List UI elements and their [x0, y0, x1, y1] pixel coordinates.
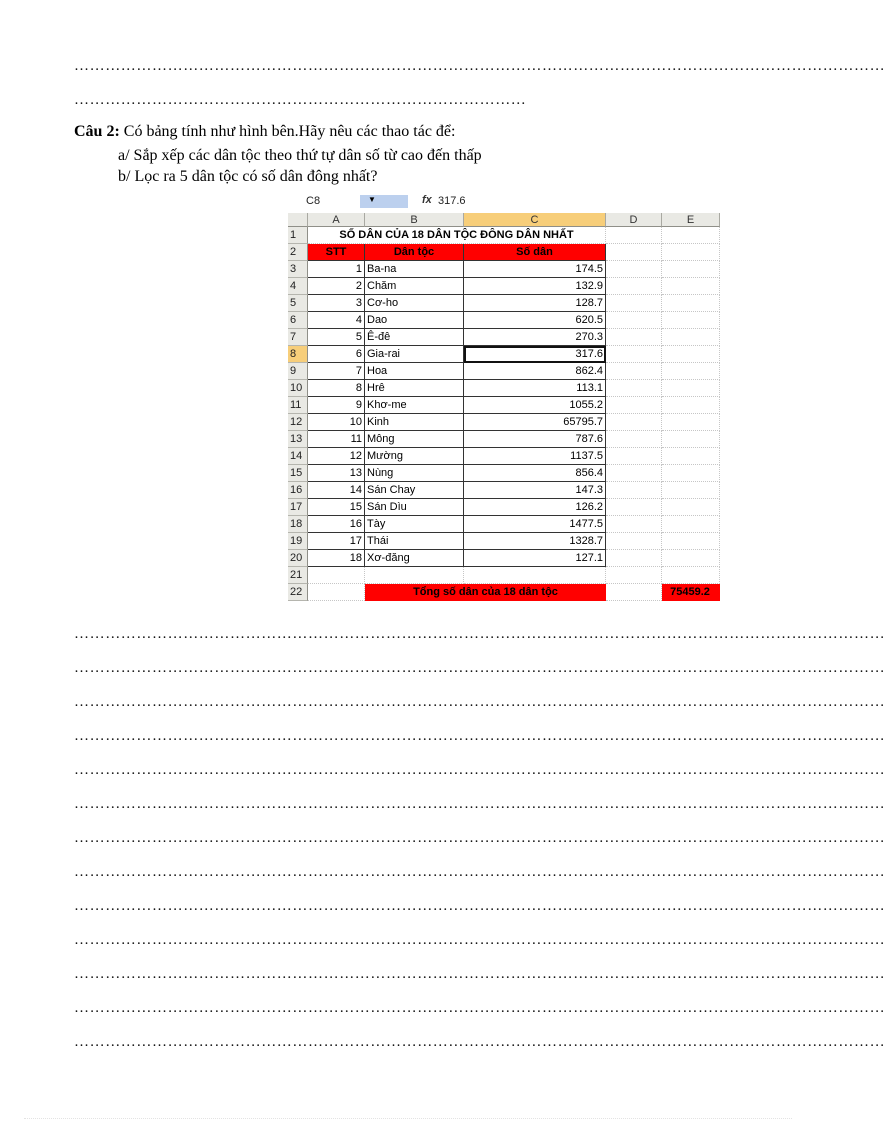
cell-d1[interactable]	[606, 227, 662, 244]
stt-cell[interactable]: 6	[308, 346, 365, 363]
empty-cell[interactable]	[606, 499, 662, 516]
name-box-dropdown[interactable]	[360, 195, 408, 208]
answer-line: …………………………………………………………………………………………………………………………………………	[74, 762, 885, 778]
header-stt-cell[interactable]: STT	[308, 244, 365, 261]
empty-cell[interactable]	[606, 295, 662, 312]
empty-cell[interactable]	[308, 567, 365, 584]
row-header-14[interactable]: 14	[288, 448, 308, 465]
empty-cell[interactable]	[662, 414, 720, 431]
answer-line: …………………………………………………………………………………………………………………………………………	[74, 58, 885, 74]
row-header-1[interactable]: 1	[288, 227, 308, 244]
column-header-e[interactable]: E	[662, 213, 720, 227]
ethnic-name-cell[interactable]: Hoa	[365, 363, 464, 380]
empty-cell[interactable]	[662, 482, 720, 499]
population-cell[interactable]: 127.1	[464, 550, 606, 567]
row-header-19[interactable]: 19	[288, 533, 308, 550]
ethnic-name-cell[interactable]: Khơ-me	[365, 397, 464, 414]
ethnic-name-cell[interactable]: Chăm	[365, 278, 464, 295]
stt-cell[interactable]: 5	[308, 329, 365, 346]
empty-cell[interactable]	[606, 278, 662, 295]
stt-cell[interactable]: 18	[308, 550, 365, 567]
question-label: Câu 2:	[74, 123, 120, 140]
empty-cell[interactable]	[662, 261, 720, 278]
population-cell[interactable]: 317.6	[464, 346, 606, 363]
page-edge-dots	[24, 1118, 792, 1119]
row-header-16[interactable]: 16	[288, 482, 308, 499]
ethnic-name-cell[interactable]: Mông	[365, 431, 464, 448]
population-cell[interactable]: 620.5	[464, 312, 606, 329]
ethnic-name-cell[interactable]: Tày	[365, 516, 464, 533]
column-header-c[interactable]: C	[464, 213, 606, 227]
stt-cell[interactable]: 10	[308, 414, 365, 431]
answer-line: …………………………………………………………………………………………………………………………………………	[74, 660, 885, 676]
row-header-6[interactable]: 6	[288, 312, 308, 329]
row-header-15[interactable]: 15	[288, 465, 308, 482]
ethnic-name-cell[interactable]: Thái	[365, 533, 464, 550]
empty-cell[interactable]	[606, 363, 662, 380]
empty-cell[interactable]	[365, 567, 464, 584]
empty-cell[interactable]	[606, 346, 662, 363]
row-header-22[interactable]: 22	[288, 584, 308, 601]
empty-cell[interactable]	[662, 516, 720, 533]
population-cell[interactable]: 128.7	[464, 295, 606, 312]
stt-cell[interactable]: 3	[308, 295, 365, 312]
ethnic-name-cell[interactable]: Ê-đê	[365, 329, 464, 346]
stt-cell[interactable]: 2	[308, 278, 365, 295]
question-line	[74, 122, 455, 142]
row-header-18[interactable]: 18	[288, 516, 308, 533]
row-header-3[interactable]: 3	[288, 261, 308, 278]
formula-value[interactable]: 317.6	[438, 195, 466, 207]
answer-line: …………………………………………………………………………………………………………………………………………	[74, 966, 885, 982]
cell-d2[interactable]	[606, 244, 662, 261]
empty-cell[interactable]	[662, 295, 720, 312]
row-header-12[interactable]: 12	[288, 414, 308, 431]
empty-cell[interactable]	[606, 414, 662, 431]
empty-cell[interactable]	[662, 499, 720, 516]
population-cell[interactable]: 126.2	[464, 499, 606, 516]
empty-cell[interactable]	[606, 550, 662, 567]
answer-line: ……………………………………………………………………………	[74, 92, 527, 108]
empty-cell[interactable]	[606, 567, 662, 584]
empty-cell[interactable]	[606, 431, 662, 448]
dropdown-arrow-icon: ▼	[368, 195, 376, 204]
ethnic-name-cell[interactable]: Mường	[365, 448, 464, 465]
answer-line: …………………………………………………………………………………………………………………………………………	[74, 1034, 885, 1050]
row-header-21[interactable]: 21	[288, 567, 308, 584]
fx-icon[interactable]: fx	[422, 194, 432, 206]
population-cell[interactable]: 147.3	[464, 482, 606, 499]
population-cell[interactable]: 132.9	[464, 278, 606, 295]
answer-line: …………………………………………………………………………………………………………………………………………	[74, 932, 885, 948]
empty-cell[interactable]	[662, 431, 720, 448]
empty-cell[interactable]	[464, 567, 606, 584]
stt-cell[interactable]: 16	[308, 516, 365, 533]
ethnic-name-cell[interactable]: Gia-rai	[365, 346, 464, 363]
empty-cell[interactable]	[662, 380, 720, 397]
answer-line: …………………………………………………………………………………………………………………………………………	[74, 830, 885, 846]
empty-cell[interactable]	[606, 380, 662, 397]
answer-line: …………………………………………………………………………………………………………………………………………	[74, 864, 885, 880]
empty-cell[interactable]	[662, 329, 720, 346]
column-header-b[interactable]: B	[365, 213, 464, 227]
ethnic-name-cell[interactable]: Hrê	[365, 380, 464, 397]
stt-cell[interactable]: 4	[308, 312, 365, 329]
empty-cell[interactable]	[606, 312, 662, 329]
question-text: Có bảng tính như hình bên.Hãy nêu các thao tác để:	[119, 123, 456, 140]
empty-cell[interactable]	[606, 584, 662, 601]
cell-e2[interactable]	[662, 244, 720, 261]
cell-e1[interactable]	[662, 227, 720, 244]
empty-cell[interactable]	[606, 465, 662, 482]
population-cell[interactable]: 1328.7	[464, 533, 606, 550]
column-header-d[interactable]: D	[606, 213, 662, 227]
stt-cell[interactable]: 13	[308, 465, 365, 482]
answer-line: …………………………………………………………………………………………………………………………………………	[74, 796, 885, 812]
population-cell[interactable]: 174.5	[464, 261, 606, 278]
population-cell[interactable]: 1055.2	[464, 397, 606, 414]
header-sodan-cell[interactable]: Số dân	[464, 244, 606, 261]
sub-question-a: a/ Sắp xếp các dân tộc theo thứ tự dân số từ cao đến thấp	[118, 147, 482, 164]
answer-line: …………………………………………………………………………………………………………………………………………	[74, 626, 885, 642]
sub-question-b: b/ Lọc ra 5 dân tộc có số dân đông nhất?	[118, 168, 378, 185]
row-header-9[interactable]: 9	[288, 363, 308, 380]
stt-cell[interactable]: 7	[308, 363, 365, 380]
total-label-cell[interactable]: Tổng số dân của 18 dân tộc	[365, 584, 606, 601]
population-cell[interactable]: 787.6	[464, 431, 606, 448]
empty-cell[interactable]	[662, 346, 720, 363]
header-dantoc-cell[interactable]: Dân tộc	[365, 244, 464, 261]
stt-cell[interactable]: 11	[308, 431, 365, 448]
empty-cell[interactable]	[662, 448, 720, 465]
empty-cell[interactable]	[662, 567, 720, 584]
empty-cell[interactable]	[606, 329, 662, 346]
ethnic-name-cell[interactable]: Nùng	[365, 465, 464, 482]
population-cell[interactable]: 65795.7	[464, 414, 606, 431]
ethnic-name-cell[interactable]: Kinh	[365, 414, 464, 431]
empty-cell[interactable]	[662, 465, 720, 482]
population-cell[interactable]: 113.1	[464, 380, 606, 397]
ethnic-name-cell[interactable]: Dao	[365, 312, 464, 329]
stt-cell[interactable]: 8	[308, 380, 365, 397]
total-value-cell[interactable]: 75459.2	[662, 584, 720, 601]
empty-cell[interactable]	[606, 261, 662, 278]
stt-cell[interactable]: 12	[308, 448, 365, 465]
population-cell[interactable]: 270.3	[464, 329, 606, 346]
empty-cell[interactable]	[606, 516, 662, 533]
name-box[interactable]: C8	[306, 195, 321, 207]
empty-cell[interactable]	[662, 312, 720, 329]
empty-cell[interactable]	[606, 397, 662, 414]
ethnic-name-cell[interactable]: Xơ-đăng	[365, 550, 464, 567]
population-cell[interactable]: 862.4	[464, 363, 606, 380]
column-header-a[interactable]: A	[308, 213, 365, 227]
population-cell[interactable]: 1477.5	[464, 516, 606, 533]
stt-cell[interactable]: 14	[308, 482, 365, 499]
empty-cell[interactable]	[662, 278, 720, 295]
row-header-7[interactable]: 7	[288, 329, 308, 346]
row-header-10[interactable]: 10	[288, 380, 308, 397]
empty-cell[interactable]	[606, 482, 662, 499]
empty-cell[interactable]	[606, 533, 662, 550]
answer-line: …………………………………………………………………………………………………………………………………………	[74, 728, 885, 744]
empty-cell[interactable]	[662, 363, 720, 380]
ethnic-name-cell[interactable]: Cơ-ho	[365, 295, 464, 312]
empty-cell[interactable]	[662, 397, 720, 414]
stt-cell[interactable]: 1	[308, 261, 365, 278]
row-header-2[interactable]: 2	[288, 244, 308, 261]
empty-cell[interactable]	[662, 533, 720, 550]
row-header-13[interactable]: 13	[288, 431, 308, 448]
answer-line: …………………………………………………………………………………………………………………………………………	[74, 1000, 885, 1016]
row-header-11[interactable]: 11	[288, 397, 308, 414]
row-header-8[interactable]: 8	[288, 346, 308, 363]
row-header-20[interactable]: 20	[288, 550, 308, 567]
spreadsheet	[288, 193, 720, 609]
empty-cell[interactable]	[308, 584, 365, 601]
ethnic-name-cell[interactable]: Sán Chay	[365, 482, 464, 499]
empty-cell[interactable]	[662, 550, 720, 567]
ethnic-name-cell[interactable]: Ba-na	[365, 261, 464, 278]
ethnic-name-cell[interactable]: Sán Dìu	[365, 499, 464, 516]
row-header-5[interactable]: 5	[288, 295, 308, 312]
answer-line: …………………………………………………………………………………………………………………………………………	[74, 694, 885, 710]
stt-cell[interactable]: 15	[308, 499, 365, 516]
answer-line: …………………………………………………………………………………………………………………………………………	[74, 898, 885, 914]
population-cell[interactable]: 856.4	[464, 465, 606, 482]
population-cell[interactable]: 1137.5	[464, 448, 606, 465]
row-header-4[interactable]: 4	[288, 278, 308, 295]
empty-cell[interactable]	[606, 448, 662, 465]
stt-cell[interactable]: 9	[308, 397, 365, 414]
stt-cell[interactable]: 17	[308, 533, 365, 550]
row-header-17[interactable]: 17	[288, 499, 308, 516]
sheet-title-cell[interactable]: SỐ DÂN CỦA 18 DÂN TỘC ĐÔNG DÂN NHẤT	[308, 227, 606, 244]
select-all-corner[interactable]	[288, 213, 308, 227]
formula-bar	[288, 193, 720, 210]
